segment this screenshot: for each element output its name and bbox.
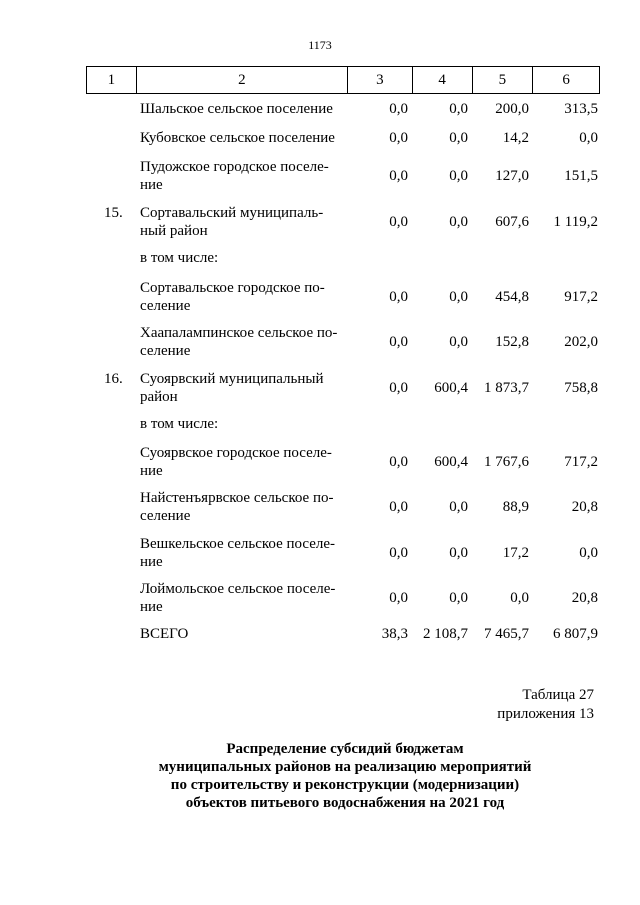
row-value-5: 88,9 [502,499,529,515]
table-row [86,324,600,360]
table-row [86,204,600,240]
table-label-line-2: приложения 13 [497,706,594,722]
row-value-6: 151,5 [564,168,598,184]
table-title-line-2: муниципальных районов на реализацию мероприятий [158,759,532,775]
row-value-5: 1 767,6 [484,454,529,470]
table-row [86,370,600,406]
row-name: Кубовское сельское поселение [140,130,335,146]
row-name-line-1: Хаапалампинское сельское по- [140,325,338,341]
row-value-6: 717,2 [564,454,598,470]
row-value-3: 38,3 [381,626,408,642]
row-value-5: 200,0 [495,101,529,117]
row-value-4: 2 108,7 [423,626,468,642]
table-row [86,279,600,315]
row-value-4: 0,0 [449,499,468,515]
row-value-5: 17,2 [502,545,529,561]
header-col-2: 2 [137,67,348,93]
row-name: в том числе: [140,416,219,432]
row-value-6: 758,8 [564,380,598,396]
row-name-line-2: район [140,389,178,405]
row-name-line-1: Лоймольское сельское поселе- [140,581,336,597]
row-value-3: 0,0 [389,454,408,470]
table-row [86,444,600,480]
row-value-5: 14,2 [502,130,529,146]
row-value-4: 0,0 [449,289,468,305]
row-value-5: 7 465,7 [484,626,529,642]
row-name-line-2: ние [140,463,163,479]
row-value-4: 0,0 [449,334,468,350]
row-value-5: 0,0 [510,590,529,606]
row-name: в том числе: [140,250,219,266]
row-value-3: 0,0 [389,590,408,606]
row-name-line-2: ние [140,599,163,615]
header-col-5: 5 [473,67,534,93]
table-row [86,489,600,525]
row-name: Шальское сельское поселение [140,101,333,117]
row-name-line-2: селение [140,343,191,359]
table-label [497,686,594,724]
table-title-line-3: по строительству и реконструкции (модернизации) [170,777,520,793]
row-name-line-2: ный район [140,223,208,239]
row-value-6: 313,5 [564,101,598,117]
row-value-4: 0,0 [449,130,468,146]
row-number: 15. [104,205,123,221]
row-value-4: 0,0 [449,545,468,561]
row-value-6: 6 807,9 [553,626,598,642]
row-value-6: 20,8 [571,499,598,515]
header-col-1: 1 [87,67,137,93]
page-number: 1173 [308,38,332,52]
row-value-6: 20,8 [571,590,598,606]
row-value-6: 0,0 [579,545,598,561]
row-name: ВСЕГО [140,626,189,642]
table-header [86,66,600,94]
row-value-5: 454,8 [495,289,529,305]
row-number: 16. [104,371,123,387]
row-value-4: 0,0 [449,590,468,606]
header-col-4: 4 [413,67,473,93]
row-name-line-2: ние [140,554,163,570]
row-value-4: 600,4 [434,380,468,396]
table-row [86,158,600,194]
row-value-3: 0,0 [389,168,408,184]
row-name-line-1: Сортавальское городское по- [140,280,325,296]
row-value-3: 0,0 [389,289,408,305]
row-name-line-1: Суоярвское городское поселе- [140,445,332,461]
row-value-5: 607,6 [495,214,529,230]
row-value-4: 0,0 [449,214,468,230]
table-row [86,535,600,571]
header-col-6: 6 [562,71,570,88]
row-value-3: 0,0 [389,499,408,515]
table-row [86,580,600,616]
row-name-line-1: Найстенъярвское сельское по- [140,490,334,506]
row-value-3: 0,0 [389,214,408,230]
row-value-3: 0,0 [389,130,408,146]
row-value-4: 0,0 [449,101,468,117]
row-value-5: 152,8 [495,334,529,350]
row-name-line-1: Вешкельское сельское поселе- [140,536,336,552]
table-title-line-1: Распределение субсидий бюджетам [226,741,464,757]
row-value-5: 1 873,7 [484,380,529,396]
row-value-6: 202,0 [564,334,598,350]
table-title [0,740,640,812]
row-value-6: 1 119,2 [553,214,598,230]
row-name-line-1: Суоярвский муниципальный [140,371,324,387]
row-value-5: 127,0 [495,168,529,184]
row-name-line-2: ние [140,177,163,193]
row-name-line-1: Сортавальский муниципаль- [140,205,324,221]
row-value-6: 0,0 [579,130,598,146]
header-col-3: 3 [348,67,413,93]
row-value-3: 0,0 [389,380,408,396]
table-label-line-1: Таблица 27 [522,687,594,703]
row-name-line-2: селение [140,298,191,314]
row-name-line-2: селение [140,508,191,524]
row-value-3: 0,0 [389,545,408,561]
row-value-4: 0,0 [449,168,468,184]
row-name-line-1: Пудожское городское поселе- [140,159,329,175]
row-value-6: 917,2 [564,289,598,305]
table-title-line-4: объектов питьевого водоснабжения на 2021 год [185,795,505,811]
row-value-3: 0,0 [389,334,408,350]
row-value-3: 0,0 [389,101,408,117]
row-value-4: 600,4 [434,454,468,470]
